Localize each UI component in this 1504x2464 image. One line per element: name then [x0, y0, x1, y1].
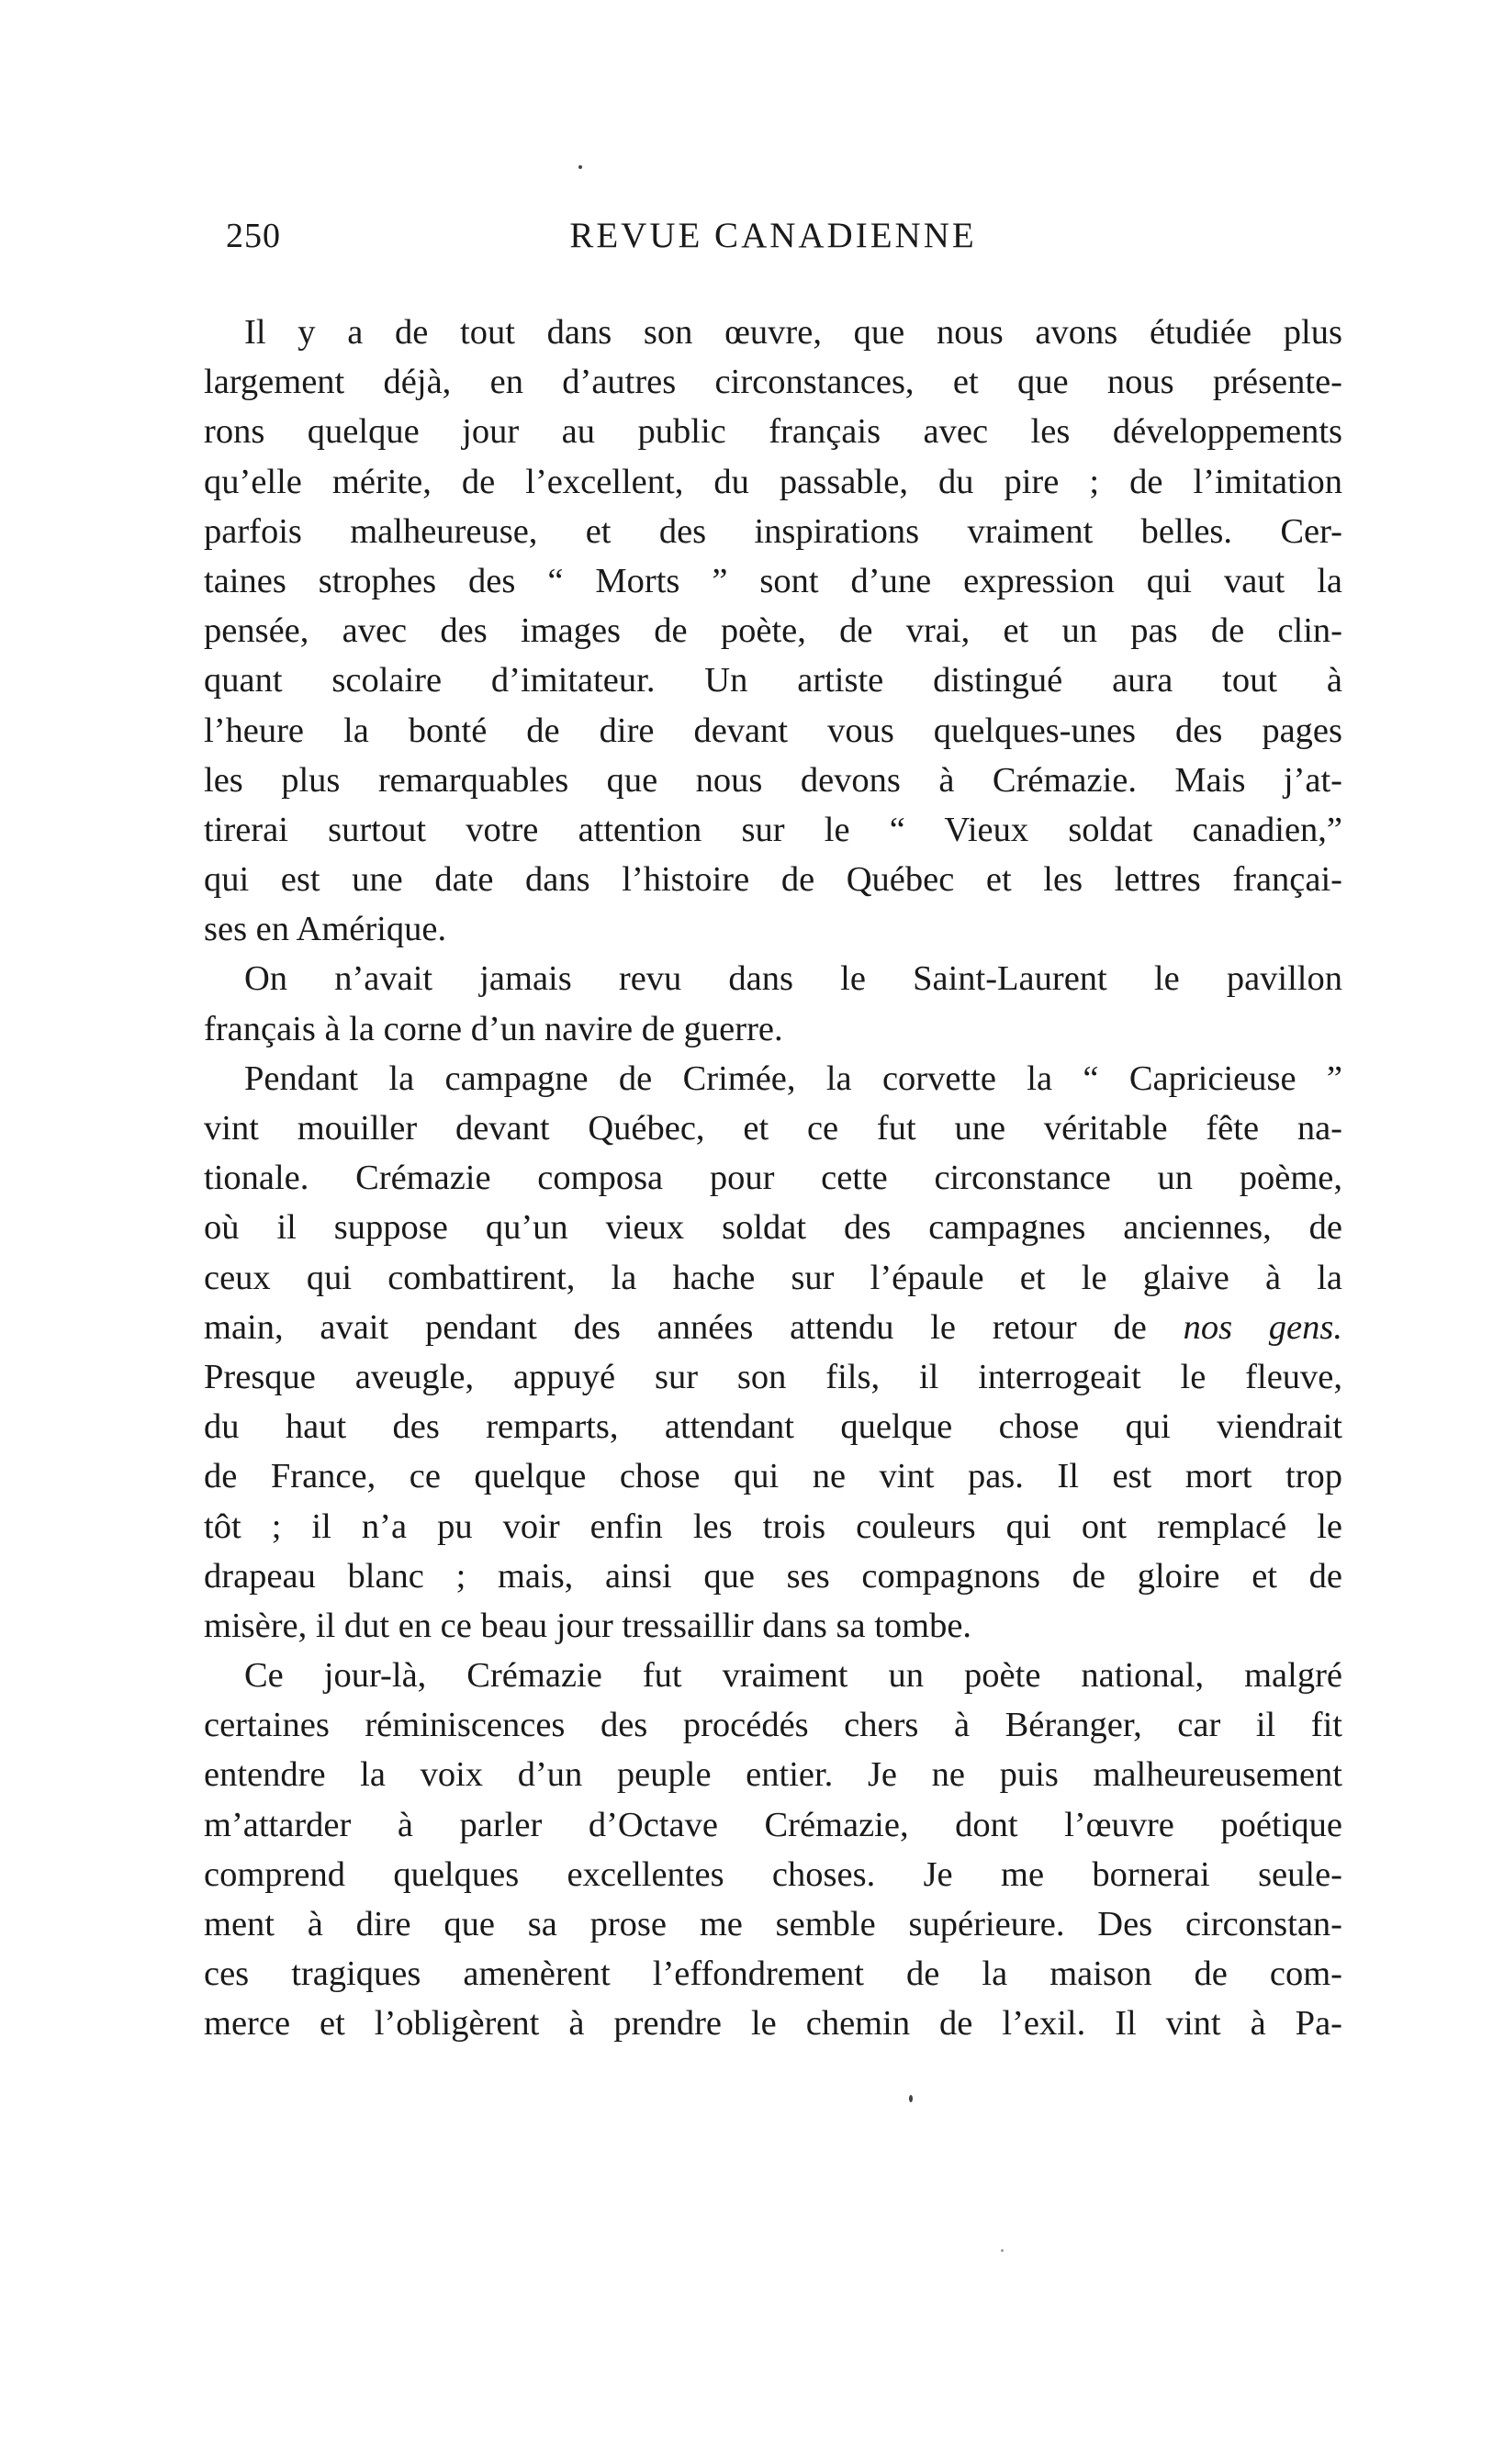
text-line: du haut des remparts, attendant quelque chose qui viendrait: [204, 1407, 1342, 1447]
text-line: ment à dire que sa prose me semble supérieure. Des circonstan-: [204, 1905, 1342, 1943]
text-line: l’heure la bonté de dire devant vous quelques-unes des pages: [204, 711, 1342, 750]
text-line: On n’avait jamais revu dans le Saint-Laurent le pavillon: [244, 959, 1342, 999]
text-line: taines strophes des “ Morts ” sont d’une expression qui vaut la: [204, 561, 1342, 600]
text-line: entendre la voix d’un peuple entier. Je ne puis malheureusement: [204, 1755, 1342, 1795]
text-line: Ce jour-là, Crémazie fut vraiment un poète national, malgré: [244, 1656, 1342, 1696]
text-line: m’attarder à parler d’Octave Crémazie, dont l’œuvre poétique: [204, 1805, 1342, 1844]
text-line: parfois malheureuse, et des inspirations vraiment belles. Cer-: [204, 511, 1342, 551]
text-line: ses en Amérique.: [204, 910, 447, 949]
text-line: les plus remarquables que nous devons à Crémazie. Mais j’at-: [204, 760, 1342, 800]
text-line-with-italic: [204, 1303, 1342, 1352]
text-line: qu’elle mérite, de l’excellent, du passable, du pire ; de l’imitation: [204, 462, 1342, 501]
journal-title: REVUE CANADIENNE: [569, 216, 977, 255]
text-line: merce et l’obligèrent à prendre le chemin de l’exil. Il vint à Pa-: [204, 2004, 1342, 2044]
text-line: tionale. Crémazie composa pour cette circonstance un poème,: [204, 1159, 1342, 1198]
running-head: [204, 204, 1342, 268]
text-line: rons quelque jour au public français avec les développements: [204, 412, 1342, 452]
text-line: certaines réminiscences des procédés chers à Béranger, car il fit: [204, 1706, 1342, 1745]
text-line: qui est une date dans l’histoire de Québec et les lettres françai-: [204, 860, 1342, 900]
text-line: tirerai surtout votre attention sur le “ Vieux soldat canadien,”: [204, 810, 1342, 849]
page-number: 250: [226, 217, 281, 255]
text-line: vint mouiller devant Québec, et ce fut une véritable fête na-: [204, 1109, 1342, 1148]
text-line: misère, il dut en ce beau jour tressaillir dans sa tombe.: [204, 1606, 972, 1645]
scan-speck: [578, 165, 582, 169]
line-text: main, avait pendant des années attendu le retour de: [204, 1307, 1147, 1347]
text-line: ces tragiques amenèrent l’effondrement de la maison de com-: [204, 1954, 1342, 1994]
text-line: tôt ; il n’a pu voir enfin les trois couleurs qui ont remplacé le: [204, 1506, 1342, 1546]
text-line: où il suppose qu’un vieux soldat des campagnes anciennes, de: [204, 1208, 1342, 1248]
text-line: Il y a de tout dans son œuvre, que nous avons étudiée plus: [244, 313, 1342, 352]
text-line: de France, ce quelque chose qui ne vint pas. Il est mort trop: [204, 1457, 1342, 1496]
text-line: Pendant la campagne de Crimée, la corvette la “ Capricieuse ”: [244, 1058, 1342, 1098]
italic-phrase: nos gens.: [1183, 1307, 1342, 1347]
text-line: français à la corne d’un navire de guerre.: [204, 1009, 783, 1048]
text-line: drapeau blanc ; mais, ainsi que ses compagnons de gloire et de: [204, 1556, 1342, 1596]
scan-speck: [909, 2095, 913, 2102]
text-line: largement déjà, en d’autres circonstances, et que nous présente-: [204, 363, 1342, 402]
text-line: Presque aveugle, appuyé sur son fils, il interrogeait le fleuve,: [204, 1357, 1342, 1396]
body-text: [204, 308, 1342, 2049]
text-line: ceux qui combattirent, la hache sur l’épaule et le glaive à la: [204, 1258, 1342, 1297]
text-line: pensée, avec des images de poète, de vrai, et un pas de clin-: [204, 611, 1342, 651]
text-line: comprend quelques excellentes choses. Je me bornerai seule-: [204, 1854, 1342, 1894]
scan-speck: [1001, 2249, 1004, 2252]
text-line: quant scolaire d’imitateur. Un artiste distingué aura tout à: [204, 661, 1342, 700]
